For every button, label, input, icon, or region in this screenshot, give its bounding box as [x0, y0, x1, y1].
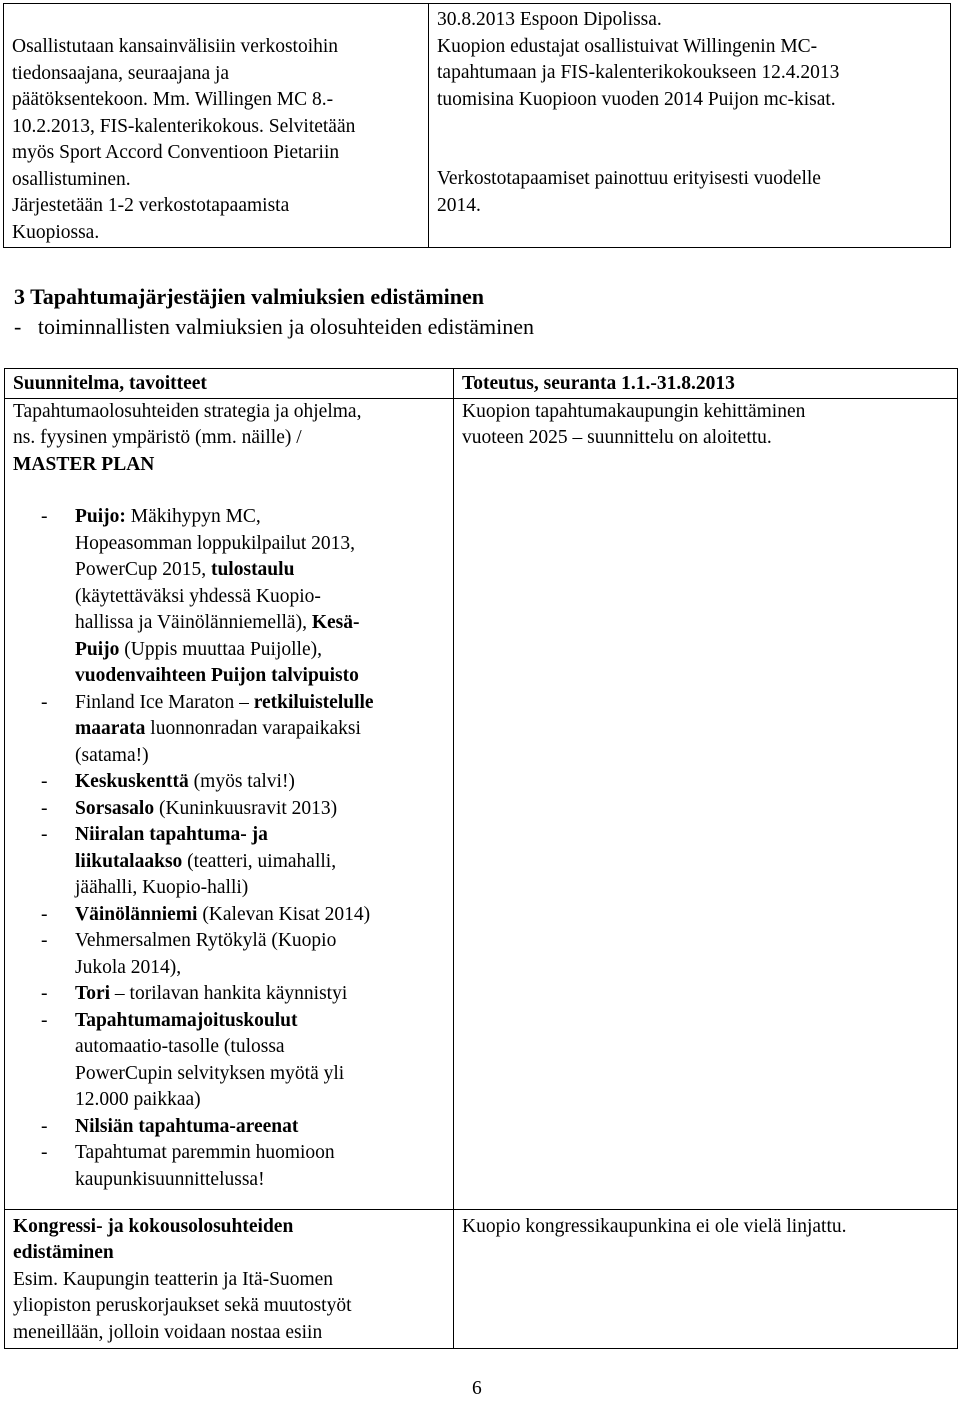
header-left: Suunnitelma, tavoitteet: [13, 373, 207, 394]
bold-text: Puijo: [75, 638, 120, 660]
bold-text: Väinölänniemi: [75, 903, 198, 925]
bold-text: tulostaulu: [210, 559, 295, 580]
text-line: Kuopion tapahtumakaupungin kehittäminen: [462, 400, 806, 422]
list-item: [5, 902, 445, 929]
bold-text: liikutalaakso: [75, 850, 183, 872]
list-item-line: [75, 1167, 445, 1194]
list-item-line: [75, 557, 445, 584]
list-item: [5, 1140, 445, 1193]
text-line: osallistuminen.: [12, 168, 131, 190]
list-item: [5, 822, 445, 902]
text-line: Kuopion edustajat osallistuivat Willingenin MC-: [437, 35, 818, 57]
text-line: ns. fyysinen ympäristö (mm. näille) /: [13, 427, 302, 448]
list-item: [5, 690, 445, 770]
bold-text: vuodenvaihteen Puijon talvipuisto: [75, 665, 359, 686]
text-run: Vehmersalmen Rytökylä (Kuopio: [75, 930, 337, 951]
list-item: [5, 1008, 445, 1114]
congress-heading: [13, 1214, 445, 1267]
text-run: Finland Ice Maraton –: [75, 691, 254, 713]
text-run: hallissa ja Väinölänniemellä),: [75, 612, 312, 633]
section-subheading: - toiminnallisten valmiuksien ja olosuhteiden edistäminen: [14, 314, 534, 339]
top-right-cell: [429, 4, 951, 248]
list-item-line: [75, 1087, 445, 1114]
list-item-line: [75, 610, 445, 637]
text-line: Esim. Kaupungin teatterin ja Itä-Suomen: [13, 1268, 334, 1290]
list-item: [5, 928, 445, 981]
text-run: jäähalli, Kuopio-halli): [75, 877, 249, 898]
list-item-line: [75, 716, 445, 743]
list-item-line: [75, 637, 445, 664]
text-line: edistäminen: [13, 1242, 114, 1263]
list-item-line: [75, 981, 445, 1008]
row2-left-cell: [5, 1209, 454, 1349]
header-right: Toteutus, seuranta 1.1.-31.8.2013: [462, 373, 735, 394]
congress-text: [13, 1267, 445, 1347]
text-run: – torilavan hankita käynnistyi: [110, 983, 348, 1004]
text-line: tuomisina Kuopioon vuoden 2014 Puijon mc-kisat.: [437, 88, 836, 110]
header-right-cell: [454, 369, 958, 399]
list-item-line: [75, 504, 445, 531]
text-run: automaatio-tasolle (tulossa: [75, 1036, 285, 1057]
text-line: päätöksentekoon. Mm. Willingen MC 8.-: [12, 89, 334, 110]
text-run: (teatteri, uimahalli,: [182, 850, 337, 872]
header-left-cell: [5, 369, 454, 399]
text-run: (Kuninkuusravit 2013): [154, 797, 338, 819]
list-item-line: [75, 822, 445, 849]
text-line: 2014.: [437, 194, 481, 216]
list-item-line: [75, 743, 445, 770]
list-item-line: [75, 1061, 445, 1088]
text-run: kaupunkisuunnittelussa!: [75, 1168, 265, 1190]
page-number: 6: [472, 1378, 482, 1399]
text-line: Järjestetään 1-2 verkostotapaamista: [12, 195, 290, 216]
text-line: vuoteen 2025 – suunnittelu on aloitettu.: [462, 427, 772, 448]
list-item-line: [75, 902, 445, 929]
row2-right-cell: [454, 1209, 958, 1349]
list-item-line: [75, 928, 445, 955]
text-line: Verkostotapaamiset painottuu erityisesti vuodelle: [437, 168, 821, 189]
text-run: (Uppis muuttaa Puijolle),: [119, 638, 322, 660]
text-run: Jukola 2014),: [75, 956, 182, 978]
text-run: luonnonradan varapaikaksi: [145, 718, 361, 739]
text-run: 12.000 paikkaa): [75, 1089, 201, 1110]
bold-text: Keskuskenttä: [75, 771, 189, 792]
list-item-line: [75, 849, 445, 876]
section-heading: 3 Tapahtumajärjestäjien valmiuksien edistäminen: [14, 284, 484, 309]
bold-text: retkiluistelulle: [253, 691, 374, 713]
list-item-line: [75, 1008, 445, 1035]
row1-left-text: [13, 399, 445, 452]
main-table: [4, 368, 958, 1349]
text-line: yliopiston peruskorjaukset sekä muutostyöt: [13, 1295, 352, 1316]
top-right-text-2: [437, 166, 942, 219]
text-run: (Kalevan Kisat 2014): [197, 903, 371, 925]
congress-status: Kuopio kongressikaupunkina ei ole vielä linjattu.: [462, 1215, 847, 1237]
list-item-line: [75, 769, 445, 796]
text-line: meneillään, jolloin voidaan nostaa esiin: [13, 1321, 323, 1343]
text-run: Tapahtumat paremmin huomioon: [75, 1142, 335, 1163]
list-item-line: [75, 663, 445, 690]
text-run: (myös talvi!): [188, 771, 295, 792]
top-right-text: [437, 7, 942, 113]
list-item-line: [75, 1114, 445, 1141]
list-item-line: [75, 955, 445, 982]
bold-text: Tapahtumamajoituskoulut: [75, 1009, 298, 1031]
text-line: Kuopiossa.: [12, 221, 100, 243]
text-line: myös Sport Accord Conventioon Pietariin: [12, 142, 340, 163]
list-item-line: [75, 1140, 445, 1167]
row1-right-text: [462, 399, 949, 452]
bold-text: Tori: [75, 983, 111, 1004]
bold-text: Sorsasalo: [75, 797, 155, 819]
text-line: tapahtumaan ja FIS-kalenterikokoukseen 12.4.2013: [437, 62, 840, 83]
bold-text: Kesä-: [311, 612, 360, 633]
top-left-cell: [4, 4, 429, 248]
master-plan-label: MASTER PLAN: [13, 453, 155, 475]
text-run: (satama!): [75, 744, 149, 766]
list-item: [5, 981, 445, 1008]
text-line: Tapahtumaolosuhteiden strategia ja ohjelma,: [13, 400, 362, 422]
text-run: Hopeasomman loppukilpailut 2013,: [75, 532, 356, 554]
text-line: Kongressi- ja kokousolosuhteiden: [13, 1215, 294, 1237]
text-line: 10.2.2013, FIS-kalenterikokous. Selvitetään: [12, 115, 356, 137]
bold-text: Puijo:: [75, 506, 126, 527]
text-run: (käytettäväksi yhdessä Kuopio-: [75, 585, 321, 607]
bold-text: Niiralan tapahtuma- ja: [75, 824, 268, 845]
row1-left-cell: [5, 398, 454, 1209]
list-item-line: [75, 796, 445, 823]
list-item-line: [75, 1034, 445, 1061]
list-item: [5, 796, 445, 823]
venue-list: [5, 504, 445, 1193]
list-item: [5, 504, 445, 690]
text-line: tiedonsaajana, seuraajana ja: [12, 62, 230, 84]
bold-text: maarata: [75, 718, 146, 739]
list-item-line: [75, 875, 445, 902]
list-item-line: [75, 584, 445, 611]
list-item: [5, 769, 445, 796]
text-run: PowerCup 2015,: [75, 559, 211, 580]
list-item: [5, 1114, 445, 1141]
text-line: Osallistutaan kansainvälisiin verkostoihin: [12, 36, 339, 57]
text-run: PowerCupin selvityksen myötä yli: [75, 1062, 345, 1084]
text-line: 30.8.2013 Espoon Dipolissa.: [437, 9, 662, 30]
row1-right-cell: [454, 398, 958, 1209]
text-run: Mäkihypyn MC,: [125, 506, 261, 527]
top-left-text: [12, 34, 420, 246]
list-item-line: [75, 690, 445, 717]
bold-text: Nilsiän tapahtuma-areenat: [75, 1115, 299, 1137]
list-item-line: [75, 531, 445, 558]
top-table: [3, 3, 951, 248]
